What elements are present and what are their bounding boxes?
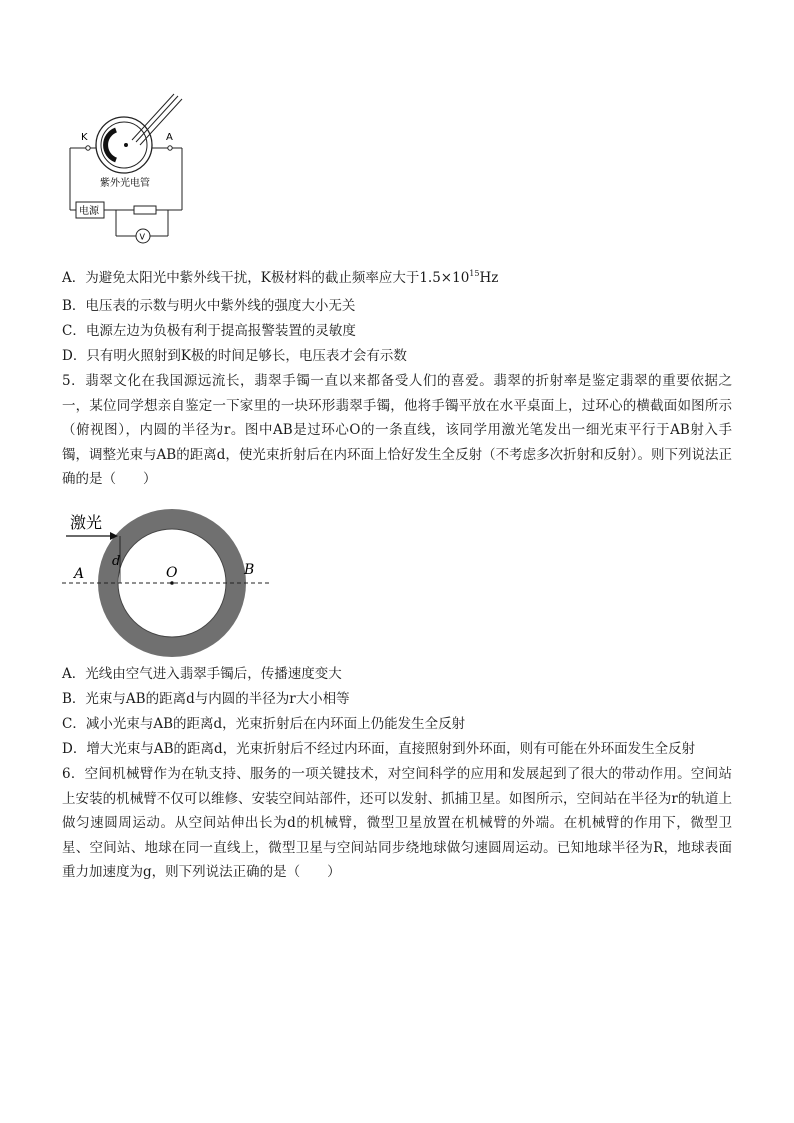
terminal-k-label: K [81, 132, 88, 143]
q4-option-c: C．电源左边为负极有利于提高报警装置的灵敏度 [62, 323, 356, 339]
q6-stem: 6．空间机械臂作为在轨支持、服务的一项关键技术，对空间科学的应用和发展起到了很大的带动作用。空间站上安装的机械臂不仅可以维修、安装空间站部件，还可以发射、抓捕卫星。如图所示，空间站在半径为r的轨道上做匀速圆周运动。从空间站伸出长为d的机械臂，微型卫星放置在机械臂的外端。在机械臂的作用下，微型卫星、空间站、地球在同一直线上，微型卫星与空间站同步绕地球做匀速圆周运动。已知地球半径为R，地球表面重力加速度为g，则下列说法正确的是（ ） [62, 766, 732, 880]
cathode [106, 130, 116, 160]
q5-option-d: D．增大光束与AB的距离d，光束折射后不经过内环面，直接照射到外环面，则有可能在外环面发生全反射 [62, 741, 696, 757]
q4-option-b: B．电压表的示数与明火中紫外线的强度大小无关 [62, 298, 356, 314]
center-point [170, 581, 174, 585]
anode [124, 143, 128, 147]
power-label: 电源 [79, 206, 99, 217]
bracelet-figure [62, 508, 292, 658]
phototube-circuit-figure [64, 92, 194, 252]
laser-label: 激光 [70, 513, 103, 532]
label-a: A [74, 566, 85, 582]
light-rays [132, 94, 182, 145]
label-b: B [244, 562, 255, 578]
resistor [134, 206, 156, 214]
q5-option-c: C．减小光束与AB的距离d，光束折射后在内环面上仍能发生全反射 [62, 716, 466, 732]
q4-option-a: A．为避免太阳光中紫外线干扰，K极材料的截止频率应大于$1.5\times 10^{15}Hz$ [62, 269, 499, 286]
q5-option-b: B．光束与AB的距离d与内圆的半径为r大小相等 [62, 691, 350, 707]
label-o: O [166, 565, 178, 581]
q5-option-a: A．光线由空气进入翡翠手镯后，传播速度变大 [62, 666, 342, 682]
label-d: d [112, 554, 121, 569]
terminal-a-label: A [166, 132, 173, 143]
tube-label: 紫外光电管 [100, 178, 150, 189]
q4-option-d: D．只有明火照射到K极的时间足够长，电压表才会有示数 [62, 348, 407, 364]
voltmeter-label: V [139, 232, 145, 242]
q5-stem: 5．翡翠文化在我国源远流长，翡翠手镯一直以来都备受人们的喜爱。翡翠的折射率是鉴定翡翠的重要依据之一，某位同学想亲自鉴定一下家里的一块环形翡翠手镯，他将手镯平放在水平桌面上，过环心的横截面如图所示（俯视图），内圆的半径为r。图中AB是过环心O的一条直线，该同学用激光笔发出一细光束平行于AB射入手镯，调整光束与AB的距离d，使光束折射后在内环面上恰好发生全反射（不考虑多次折射和反射）。则下列说法正确的是（ ） [62, 373, 732, 487]
